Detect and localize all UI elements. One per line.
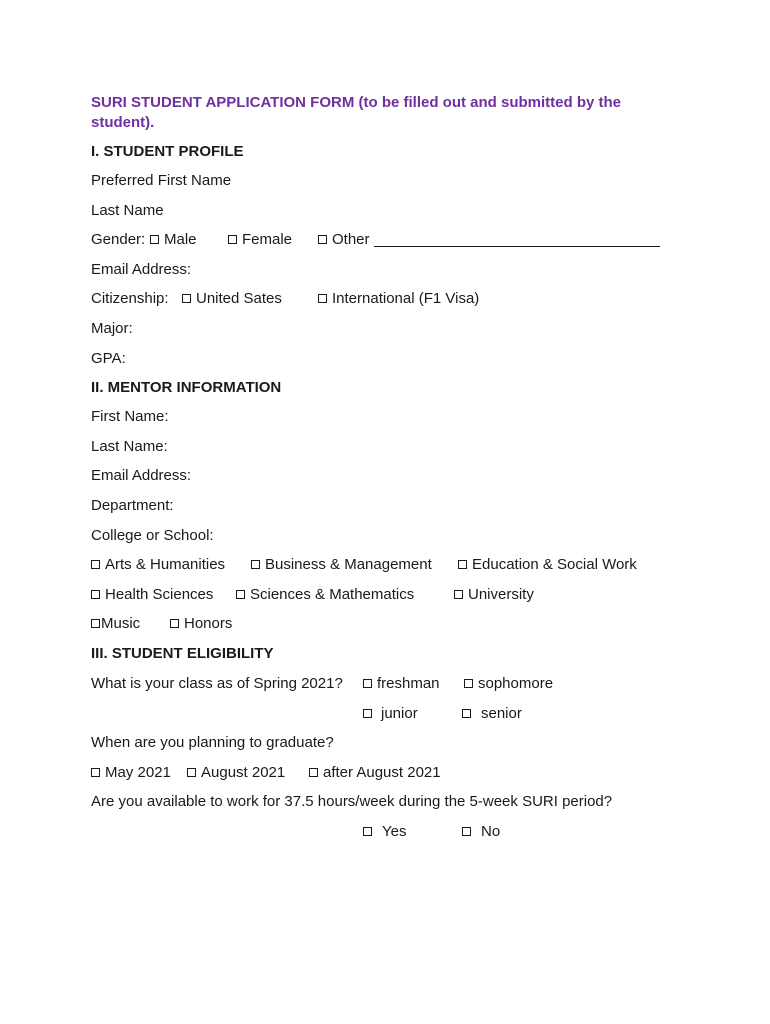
- citizenship-option-international[interactable]: International (F1 Visa): [318, 290, 479, 308]
- checkbox-icon[interactable]: [236, 590, 245, 599]
- gender-label: Gender:: [91, 231, 146, 248]
- checkbox-icon[interactable]: [363, 679, 372, 688]
- graduate-option-may-2021[interactable]: May 2021: [91, 764, 171, 782]
- gender-option-female[interactable]: Female: [228, 231, 292, 249]
- checkbox-icon[interactable]: [458, 560, 467, 569]
- college-option-university[interactable]: University: [454, 586, 534, 604]
- gpa-label: GPA:: [91, 350, 126, 367]
- citizenship-label: Citizenship:: [91, 290, 169, 307]
- checkbox-icon[interactable]: [363, 827, 372, 836]
- checkbox-icon[interactable]: [462, 709, 471, 718]
- checkbox-icon[interactable]: [363, 709, 372, 718]
- checkbox-icon[interactable]: [182, 294, 191, 303]
- section-heading-student-eligibility: III. STUDENT ELIGIBILITY: [91, 645, 274, 662]
- preferred-first-name-label: Preferred First Name: [91, 172, 232, 189]
- college-option-business-management[interactable]: Business & Management: [251, 556, 432, 574]
- college-or-school-label: College or School:: [91, 527, 214, 544]
- other-gender-blank-field[interactable]: [374, 232, 660, 247]
- last-name-label: Last Name: [91, 202, 164, 219]
- graduate-option-august-2021[interactable]: August 2021: [187, 764, 285, 782]
- section-heading-mentor-information: II. MENTOR INFORMATION: [91, 379, 282, 396]
- college-option-health-sciences[interactable]: Health Sciences: [91, 586, 213, 604]
- checkbox-icon[interactable]: [228, 235, 237, 244]
- class-option-junior[interactable]: junior: [363, 705, 418, 723]
- class-option-sophomore[interactable]: sophomore: [464, 675, 553, 693]
- form-title: SURI STUDENT APPLICATION FORM (to be filled out and submitted by the student).: [91, 94, 621, 131]
- gender-option-other[interactable]: Other: [318, 231, 660, 249]
- checkbox-icon[interactable]: [462, 827, 471, 836]
- class-option-senior[interactable]: senior: [462, 705, 522, 723]
- checkbox-icon[interactable]: [318, 235, 327, 244]
- college-option-arts-humanities[interactable]: Arts & Humanities: [91, 556, 225, 574]
- checkbox-icon[interactable]: [150, 235, 159, 244]
- college-option-music[interactable]: Music: [91, 615, 140, 633]
- graduate-question: When are you planning to graduate?: [91, 734, 334, 751]
- mentor-last-name-label: Last Name:: [91, 438, 168, 455]
- graduate-option-after-august-2021[interactable]: after August 2021: [309, 764, 441, 782]
- availability-option-yes[interactable]: Yes: [363, 823, 406, 841]
- checkbox-icon[interactable]: [187, 768, 196, 777]
- checkbox-icon[interactable]: [309, 768, 318, 777]
- college-option-education-social-work[interactable]: Education & Social Work: [458, 556, 637, 574]
- email-address-label: Email Address:: [91, 261, 192, 278]
- college-option-honors[interactable]: Honors: [170, 615, 232, 633]
- checkbox-icon[interactable]: [251, 560, 260, 569]
- checkbox-icon[interactable]: [91, 768, 100, 777]
- checkbox-icon[interactable]: [91, 590, 100, 599]
- availability-option-no[interactable]: No: [462, 823, 500, 841]
- checkbox-icon[interactable]: [464, 679, 473, 688]
- availability-question: Are you available to work for 37.5 hours/week during the 5-week SURI period?: [91, 793, 613, 810]
- class-question: What is your class as of Spring 2021?: [91, 675, 343, 692]
- checkbox-icon[interactable]: [91, 560, 100, 569]
- section-heading-student-profile: I. STUDENT PROFILE: [91, 143, 244, 160]
- gender-option-male[interactable]: Male: [150, 231, 197, 249]
- class-option-freshman[interactable]: freshman: [363, 675, 440, 693]
- mentor-department-label: Department:: [91, 497, 174, 514]
- checkbox-icon[interactable]: [170, 619, 179, 628]
- checkbox-icon[interactable]: [454, 590, 463, 599]
- checkbox-icon[interactable]: [91, 619, 100, 628]
- mentor-first-name-label: First Name:: [91, 408, 169, 425]
- major-label: Major:: [91, 320, 133, 337]
- checkbox-icon[interactable]: [318, 294, 327, 303]
- college-option-sciences-mathematics[interactable]: Sciences & Mathematics: [236, 586, 414, 604]
- mentor-email-label: Email Address:: [91, 467, 192, 484]
- citizenship-option-us[interactable]: United Sates: [182, 290, 282, 308]
